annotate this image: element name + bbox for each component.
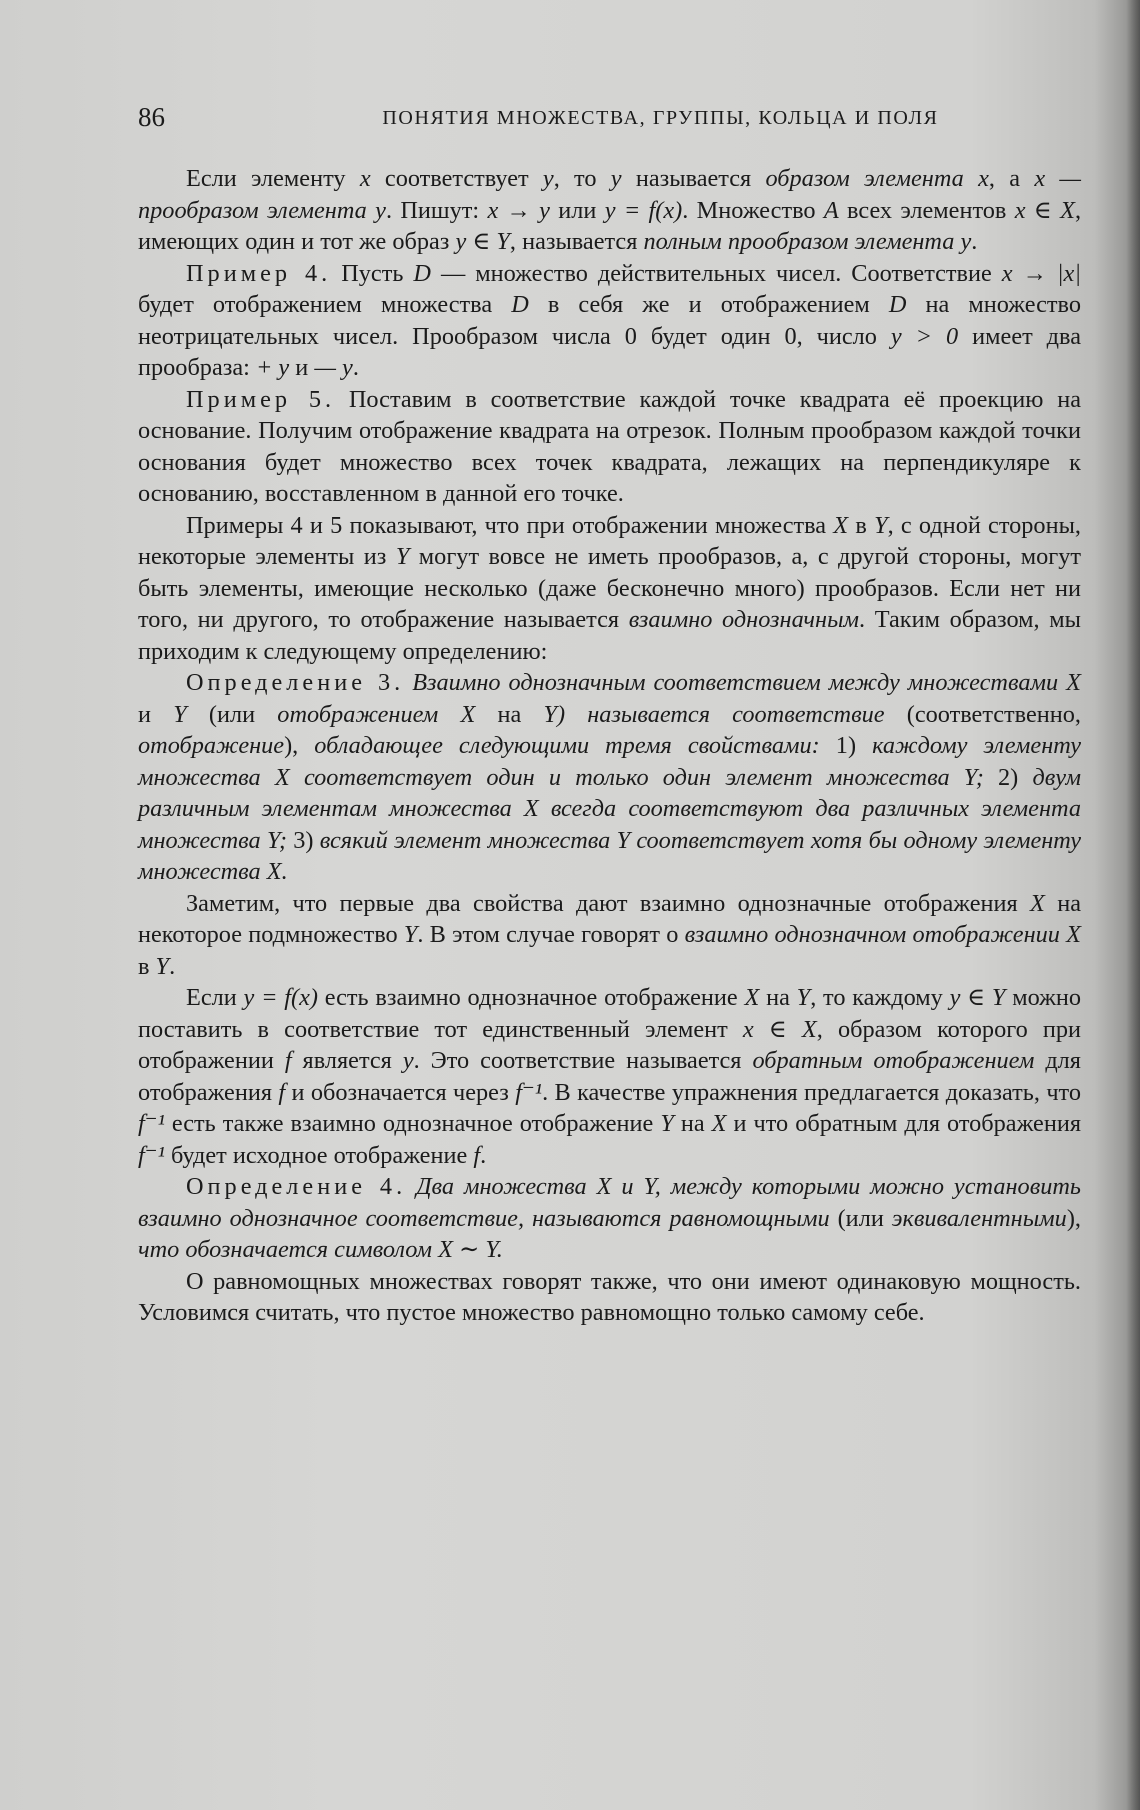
text: . Это соответствие называется xyxy=(413,1047,753,1074)
text: (или xyxy=(829,1204,892,1232)
text: ), xyxy=(284,732,315,759)
math: f⁻¹ xyxy=(515,1078,543,1106)
example-label: Пример 5. xyxy=(186,385,336,413)
text: всех элементов xyxy=(838,196,1015,224)
text: . Множество xyxy=(682,196,824,224)
text: 2) xyxy=(983,763,1033,791)
text: . xyxy=(971,228,978,255)
text: . xyxy=(352,354,359,381)
text: . xyxy=(480,1141,487,1169)
paragraph-8 xyxy=(138,1171,1081,1266)
text: и обозначается через xyxy=(285,1078,516,1106)
math: f⁻¹ xyxy=(138,1110,165,1137)
definition-text: обладающее следующими тремя свойствами: xyxy=(314,732,820,759)
text: в себя же и отображением xyxy=(528,291,889,318)
term-full-preimage: полным прообразом элемента y xyxy=(643,228,972,255)
paragraph-3 xyxy=(138,384,1081,510)
math: f xyxy=(473,1141,481,1169)
text: на xyxy=(673,1110,712,1137)
math: Y xyxy=(403,921,418,948)
math: Y xyxy=(155,952,170,980)
text: в xyxy=(848,511,875,539)
paragraph-9 xyxy=(138,1266,1081,1329)
text: . В этом случае говорят о xyxy=(417,921,685,948)
text: для отображения xyxy=(138,1047,1081,1106)
definition-label: Определение 3. xyxy=(186,669,405,696)
definition-text: Два множества X и Y, между которыми можно установить взаимно однозначное соответствие, называются равномощными xyxy=(138,1173,1081,1232)
text: 3) xyxy=(287,826,320,854)
text: могут вовсе не иметь прообразов, а, с другой стороны, могут быть элементы, имеющие несколько (даже бесконечно много) прообразов. Если нет ни того, ни другого, то отображение называется xyxy=(138,543,1081,633)
math: D xyxy=(511,291,529,318)
text: и xyxy=(289,354,315,381)
text: (соответственно, xyxy=(884,700,1082,728)
running-head: ПОНЯТИЯ МНОЖЕСТВА, ГРУППЫ, КОЛЬЦА И ПОЛЯ xyxy=(382,107,939,129)
term: взаимно однозначном отображении X xyxy=(684,921,1081,948)
text: . Пишут: xyxy=(385,196,488,224)
math: + y xyxy=(255,354,290,381)
text: есть взаимно однозначное отображение xyxy=(317,984,745,1011)
math: f xyxy=(278,1078,286,1106)
text: и xyxy=(138,700,174,728)
text: , образом которого при отображении xyxy=(138,1015,1082,1074)
definition-text: Взаимно однозначным соответствием между множествами X xyxy=(404,669,1081,696)
paragraph-4 xyxy=(138,510,1081,668)
paragraph-5 xyxy=(138,667,1081,888)
paragraph-1 xyxy=(138,163,1081,258)
text: на xyxy=(475,700,544,728)
text: . В качестве упражнения предлагается доказать, что xyxy=(542,1078,1081,1106)
text: — множество действительных чисел. Соответствие xyxy=(430,259,1002,287)
text: . xyxy=(169,952,176,980)
definition-text: отображением X xyxy=(277,700,476,728)
text: называется xyxy=(621,165,766,192)
math: Y xyxy=(395,543,410,570)
page-number: 86 xyxy=(138,102,165,132)
term-inverse: обратным отображением xyxy=(752,1047,1035,1074)
text: будет исходное отображение xyxy=(164,1141,474,1169)
text: , то xyxy=(553,165,611,192)
text: Примеры 4 и 5 показывают, что при отображении множества xyxy=(186,511,834,539)
definition-text: что обозначается символом X ∼ Y. xyxy=(138,1236,503,1263)
text: является xyxy=(291,1047,403,1074)
math: X xyxy=(833,511,849,539)
text: Если элементу xyxy=(186,165,360,192)
text: на множество неотрицательных чисел. Прообразом числа 0 будет один 0, число xyxy=(138,291,1081,350)
text: , имеющих один и тот же образ xyxy=(138,196,1082,255)
text: на xyxy=(759,984,797,1011)
text: О равномощных множествах говорят также, что они имеют одинаковую мощность. Условимся считать, что пустое множество равномощно только самому себе. xyxy=(138,1267,1081,1326)
math: — y xyxy=(314,354,353,381)
paragraph-7 xyxy=(138,982,1081,1171)
paragraph-6 xyxy=(138,888,1081,983)
text: (или xyxy=(186,700,278,728)
math: Y xyxy=(660,1110,674,1137)
text: будет отображением множества xyxy=(138,291,512,318)
paragraph-2 xyxy=(138,258,1081,384)
text: имеет два прообраза: xyxy=(138,322,1081,381)
example-label: Пример 4. xyxy=(186,259,332,287)
math: Y xyxy=(173,700,187,728)
math: y = f(x) xyxy=(604,196,683,224)
math: y > 0 xyxy=(890,322,959,350)
math: A xyxy=(823,196,839,224)
math: x ∈ X xyxy=(1014,196,1075,224)
math: X xyxy=(1030,889,1045,917)
property-1: каждому элементу множества X соответствует один и только один элемент множества Y; xyxy=(138,732,1081,791)
math: y ∈ Y xyxy=(455,228,510,255)
math: y xyxy=(610,165,622,192)
math: x → y xyxy=(487,196,550,224)
definition-label: Определение 4. xyxy=(186,1173,407,1200)
math: D xyxy=(413,259,431,287)
text: Если xyxy=(186,984,244,1011)
math: y xyxy=(542,165,554,192)
text: Поставим в соответствие каждой точке квадрата её проекцию на основание. Получим отображение квадрата на отрезок. Полным прообразом каждой точки основания будет множество всех точек квадрата, лежащих на перпендикуляре к основанию, восставленном в данной его точке. xyxy=(138,385,1081,507)
text: можно поставить в соответствие тот единственный элемент xyxy=(138,984,1082,1043)
text: Заметим, что первые два свойства дают взаимно однозначные отображения xyxy=(186,889,1031,917)
text: и что обратным для отображения xyxy=(726,1110,1082,1137)
text: соответствует xyxy=(370,165,543,192)
math: f xyxy=(284,1047,292,1074)
text: в xyxy=(138,952,156,980)
page-header xyxy=(138,102,1088,142)
math: x ∈ X xyxy=(742,1015,817,1043)
term-bijective: взаимно однозначным xyxy=(628,606,860,633)
definition-text: эквивалентными xyxy=(891,1204,1067,1232)
text: 1) xyxy=(819,732,873,759)
text: , с одной стороны, некоторые элементы из xyxy=(138,511,1081,570)
math: y = f(x) xyxy=(243,984,318,1011)
math: x xyxy=(359,165,371,192)
text: Пусть xyxy=(331,259,414,287)
text: , то каждому xyxy=(810,984,950,1011)
page-body xyxy=(138,163,1081,1329)
text: , а xyxy=(988,165,1035,192)
math: f⁻¹ xyxy=(138,1141,165,1169)
math: x → |x| xyxy=(1001,259,1082,287)
term-image: образом элемента x xyxy=(765,165,989,192)
math: X xyxy=(711,1110,727,1137)
math: D xyxy=(888,291,907,318)
property-2: двум различным элементам множества X всегда соответствуют два различных элемента множества Y; xyxy=(138,763,1081,854)
text: ), xyxy=(1066,1204,1082,1232)
text: . Таким образом, мы приходим к следующему определению: xyxy=(138,606,1081,665)
math: y xyxy=(402,1047,414,1074)
text: на некоторое подмножество xyxy=(138,889,1081,948)
page-shadow-edge xyxy=(1126,0,1140,1810)
text: , называется xyxy=(509,228,644,255)
text: или xyxy=(549,196,605,224)
math: y ∈ Y xyxy=(949,984,1006,1011)
math: Y xyxy=(796,984,811,1011)
definition-text: отображение xyxy=(138,732,285,759)
math: X xyxy=(744,984,760,1011)
text: есть также взаимно однозначное отображение xyxy=(164,1110,661,1137)
definition-text: Y) называется соответствие xyxy=(543,700,885,728)
term-preimage: x — прообразом элемента y xyxy=(138,165,1082,224)
math: Y xyxy=(874,511,888,539)
property-3: всякий элемент множества Y соответствует хотя бы одному элементу множества X. xyxy=(138,826,1082,885)
